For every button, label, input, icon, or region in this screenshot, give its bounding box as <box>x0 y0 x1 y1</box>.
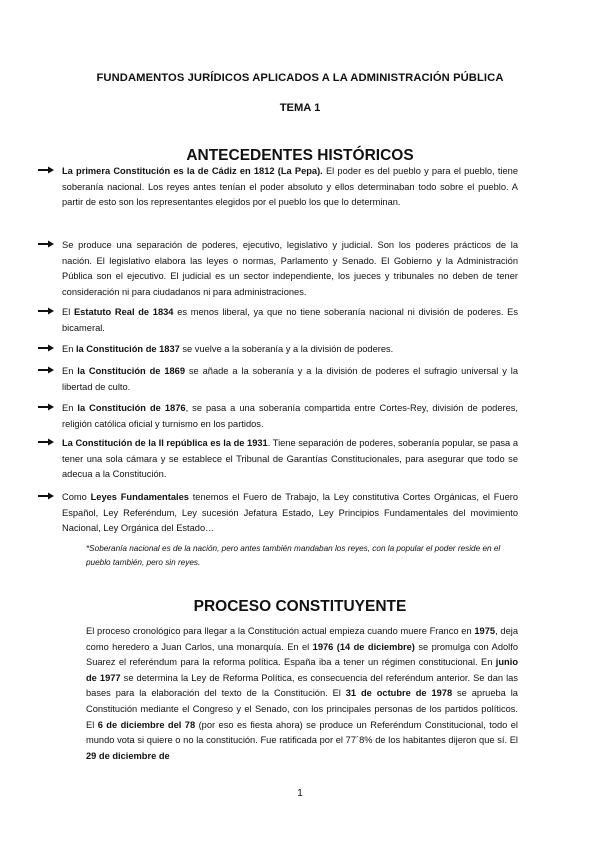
section-heading-proceso: PROCESO CONSTITUYENTE <box>193 598 407 615</box>
bullet-item <box>62 238 518 300</box>
bullet-item <box>62 436 518 483</box>
arrow-bullet-icon <box>38 403 54 411</box>
bullet-text: Se produce una separación de poderes, ejecutivo, legislativo y judicial. Son los poderes prácticos de la nación. El legislativo elabora las leyes o normas, Parlamento y Senado. El Gobierno y la Administración Pública son el ejecutivo. El judicial es un sector independiente, los jueces y tribunales no deben de tener consideración ni para ciudadanos ni para administraciones. <box>62 240 518 297</box>
bullet-text: La primera Constitución es la de Cádiz en 1812 (La Pepa). El poder es del pueblo y para el pueblo, tiene soberanía nacional. Los reyes antes tenían el poder absoluto y ellos determinaban todo sobre el pueblo. A partir de esto son los representantes elegidos por el pueblo los que lo determinan. <box>62 166 518 208</box>
footnote-soberania: *Soberanía nacional es de la nación, pero antes también mandaban los reyes, con la popular el poder reside en el pueblo también, pero sin reyes. <box>86 544 501 567</box>
bullet-item <box>62 164 518 211</box>
arrow-bullet-icon <box>38 438 54 446</box>
bullet-text: Como Leyes Fundamentales tenemos el Fuero de Trabajo, la Ley constitutiva Cortes Orgánicas, el Fuero Español, Ley Referéndum, Ley sucesión Jefatura Estado, Ley Principios Fundamentales del movimiento Nacional, Ley Orgánica del Estado… <box>62 492 519 534</box>
bullet-text: En la Constitución de 1876, se pasa a una soberanía compartida entre Cortes-Rey, división de poderes, religión católica oficial y turnismo en los partidos. <box>62 403 518 429</box>
bullet-text: La Constitución de la II república es la de 1931. Tiene separación de poderes, soberanía popular, se pasa a tener una sola cámara y se establece el Tribunal de Garantías Constitucionales, para asegurar que todo se adecua a la Constitución. <box>62 438 518 480</box>
arrow-bullet-icon <box>38 492 54 500</box>
arrow-bullet-icon <box>38 166 54 174</box>
page-number: 1 <box>297 788 303 799</box>
arrow-bullet-icon <box>38 307 54 315</box>
bullet-item <box>62 305 518 336</box>
bullet-text: En la Constitución de 1837 se vuelve a la soberanía y a la división de poderes. <box>62 344 394 354</box>
bullet-text: El Estatuto Real de 1834 es menos liberal, ya que no tiene soberanía nacional ni división de poderes. Es bicameral. <box>62 307 518 333</box>
bullet-item <box>62 364 518 395</box>
arrow-bullet-icon <box>38 240 54 248</box>
section-heading-antecedentes: ANTECEDENTES HISTÓRICOS <box>186 147 414 164</box>
bullet-item <box>62 401 518 432</box>
document-title: FUNDAMENTOS JURÍDICOS APLICADOS A LA ADMINISTRACIÓN PÚBLICA <box>96 72 504 84</box>
arrow-bullet-icon <box>38 344 54 352</box>
bullet-text: En la Constitución de 1869 se añade a la soberanía y a la división de poderes el sufragio universal y la libertad de culto. <box>62 366 518 392</box>
bullet-item <box>62 342 518 358</box>
bullet-item <box>62 490 518 537</box>
document-subtitle: TEMA 1 <box>279 102 321 114</box>
proceso-paragraph: El proceso cronológico para llegar a la Constitución actual empieza cuando muere Franco en 1975, deja como heredero a Juan Carlos, una monarquía. En el 1976 (14 de diciembre) se promulga con Adolfo Suarez el referéndum para la reforma política. España iba a tener un régimen constitucional. En junio de 1977 se determina la Ley de Reforma Política, es consecuencia del referéndum anterior. Se dan las bases para la elaboración del texto de la Constitución. El 31 de octubre de 1978 se aprueba la Constitución mediante el Congreso y el Senado, con los principales personas de los partidos políticos. El 6 de diciembre del 78 (por eso es fiesta ahora) se produce un Referéndum Constitucional, todo el mundo vota si quiere o no la constitución. Fue ratificada por el 77´8% de los habitantes dijeron que sí. El 29 de diciembre de <box>86 626 519 761</box>
arrow-bullet-icon <box>38 366 54 374</box>
